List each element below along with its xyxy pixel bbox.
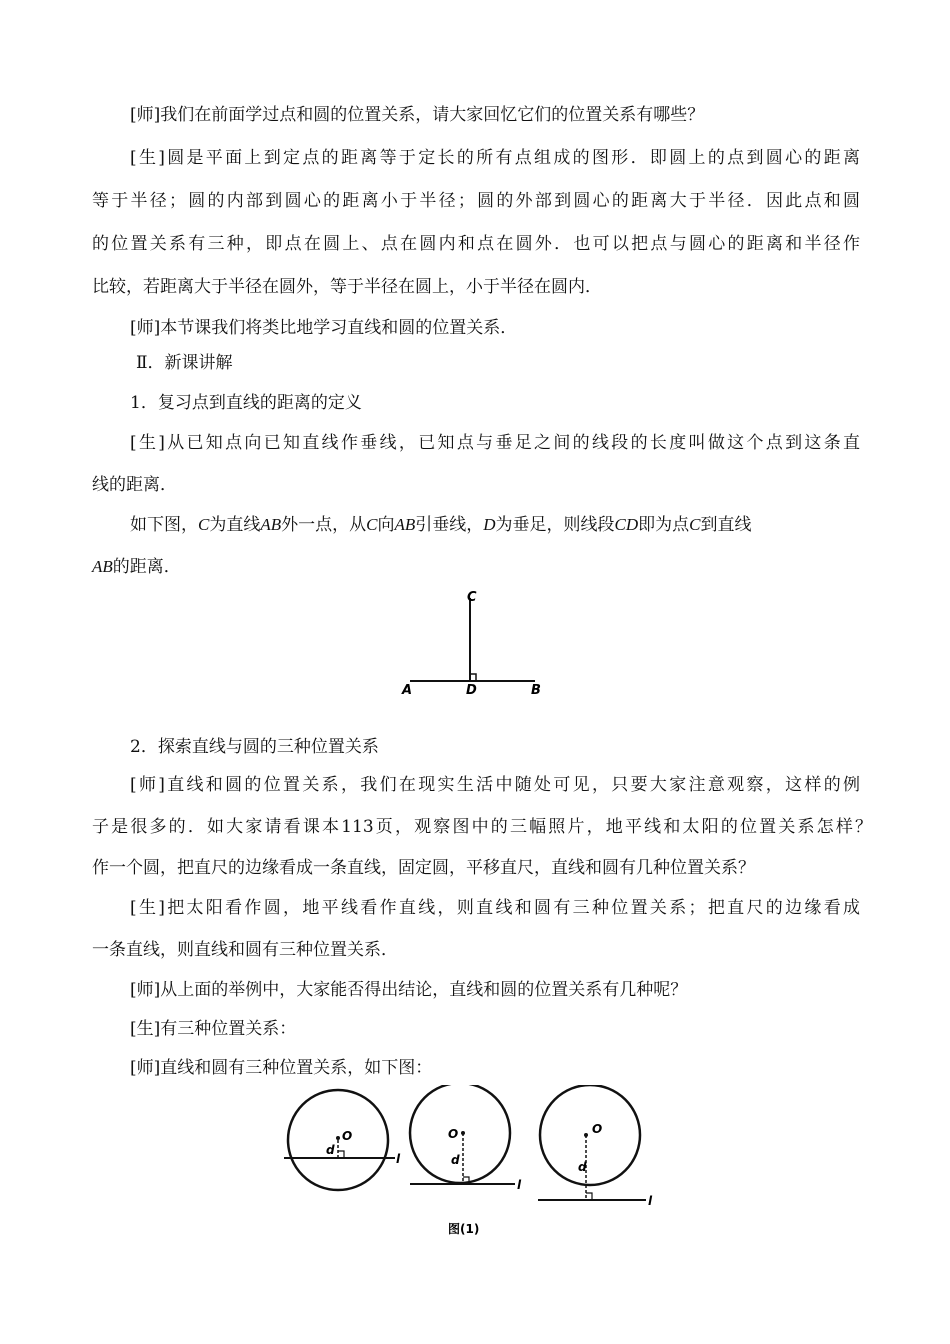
paragraph: [生]圆是平面上到定点的距离等于定长的所有点组成的图形．即圆上的点到圆心的距离 [130,148,860,168]
paragraph: 作一个圆，把直尺的边缘看成一条直线，固定圆，平移直尺，直线和圆有几种位置关系？ [92,858,755,878]
paragraph: [师]我们在前面学过点和圆的位置关系，请大家回忆它们的位置关系有哪些？ [130,105,705,125]
paragraph: 一条直线，则直线和圆有三种位置关系． [92,940,398,960]
line-circle-relations-figure [270,1085,670,1240]
label-a: A [402,683,413,698]
paragraph: [师]直线和圆有三种位置关系，如下图： [130,1058,433,1078]
subsection-heading: 1．复习点到直线的距离的定义 [130,393,362,413]
tangent-diagram [410,1085,522,1192]
paragraph: AB的距离． [92,557,181,577]
svg-text:d: d [326,1143,335,1157]
separate-diagram [538,1085,653,1208]
paragraph: [师]本节课我们将类比地学习直线和圆的位置关系． [130,318,518,338]
svg-text:l: l [517,1178,522,1192]
section-heading: Ⅱ．新课讲解 [136,353,233,373]
point-line-distance-figure [390,585,560,700]
paragraph: [生]把太阳看作圆，地平线看作直线，则直线和圆有三种位置关系；把直尺的边缘看成 [130,898,860,918]
svg-text:O: O [448,1127,459,1141]
figure-caption: 图(1) [448,1222,480,1236]
svg-text:d: d [578,1160,587,1174]
label-d: D [466,683,477,698]
label-b: B [531,683,541,698]
paragraph: 等于半径；圆的内部到圆心的距离小于半径；圆的外部到圆心的距离大于半径．因此点和圆 [92,191,860,211]
svg-text:l: l [648,1194,653,1208]
secant-diagram [284,1090,401,1190]
label-c: C [467,590,477,605]
paragraph: [师]从上面的举例中，大家能否得出结论，直线和圆的位置关系有几种呢？ [130,980,688,1000]
subsection-heading: 2．探索直线与圆的三种位置关系 [130,737,379,757]
svg-text:O: O [342,1129,353,1143]
paragraph: 的位置关系有三种，即点在圆上、点在圆内和点在圆外．也可以把点与圆心的距离和半径作 [92,234,860,254]
paragraph: 线的距离． [92,475,177,495]
paragraph: 子是很多的．如大家请看课本113页，观察图中的三幅照片，地平线和太阳的位置关系怎样？ [92,817,872,837]
svg-text:O: O [592,1122,603,1136]
svg-text:d: d [451,1153,460,1167]
paragraph: [生]从已知点向已知直线作垂线，已知点与垂足之间的线段的长度叫做这个点到这条直 [130,433,860,453]
paragraph: 比较，若距离大于半径在圆外，等于半径在圆上，小于半径在圆内． [92,277,602,297]
paragraph: [师]直线和圆的位置关系，我们在现实生活中随处可见，只要大家注意观察，这样的例 [130,775,860,795]
paragraph: 如下图，C为直线AB外一点，从C向AB引垂线，D为垂足，则线段CD即为点C到直线 [130,515,752,535]
paragraph: [生]有三种位置关系： [130,1019,297,1039]
svg-text:l: l [396,1152,401,1166]
